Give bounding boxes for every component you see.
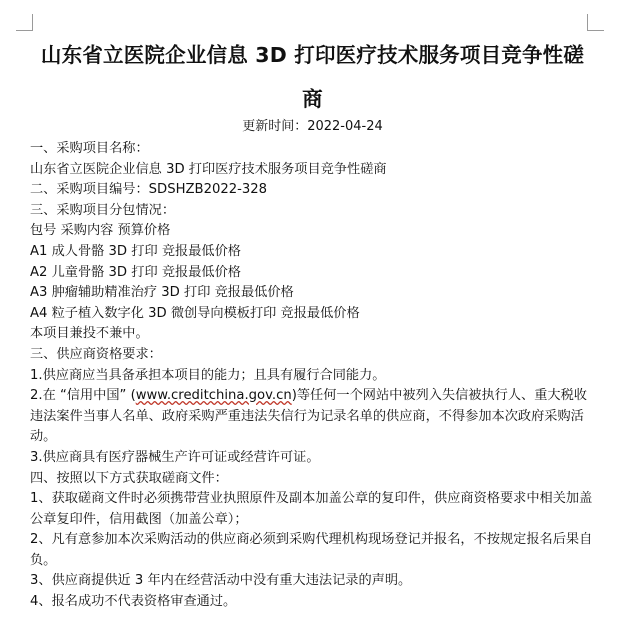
requirement-text: 2.在 “信用中国” ( (30, 388, 136, 404)
credit-china-link[interactable]: www.creditchina.gov.cn (135, 388, 292, 404)
section-heading: 三、供应商资格要求： (30, 346, 162, 362)
lot-row: A3 肿瘤辅助精准治疗 3D 打印 竞报最低价格 (30, 285, 294, 301)
lot-table-header: 包号 采购内容 预算价格 (30, 223, 171, 239)
procedure-item: 2、凡有意参加本次采购活动的供应商必须到采购代理机构现场登记并报名，不按规定报名后果自负。 (30, 532, 593, 568)
project-name: 山东省立医院企业信息 3D 打印医疗技术服务项目竞争性磋商 (30, 161, 387, 177)
page-corner-mark-right (587, 14, 604, 31)
document-title-continued: 商 (302, 87, 323, 111)
lot-row: A2 儿童骨骼 3D 打印 竞报最低价格 (30, 264, 241, 280)
procedure-item: 3、供应商提供近 3 年内在经营活动中没有重大违法记录的声明。 (30, 573, 412, 589)
section-heading: 四、按照以下方式获取磋商文件： (30, 470, 228, 486)
procedure-item: 1、获取磋商文件时必须携带营业执照原件及副本加盖公章的复印件，供应商资格要求中相关加盖公章复印件，信用截图（加盖公章）； (30, 491, 593, 527)
page-corner-mark-left (16, 14, 33, 31)
requirement-item: 1.供应商应当具备承担本项目的能力；且具有履行合同能力。 (30, 367, 386, 383)
bid-note: 本项目兼投不兼中。 (30, 326, 149, 342)
section-heading: 二、采购项目编号：SDSHZB2022-328 (30, 182, 268, 198)
lot-row: A4 粒子植入数字化 3D 微创导向模板打印 竞报最低价格 (30, 305, 360, 321)
requirement-item: 3.供应商具有医疗器械生产许可证或经营许可证。 (30, 449, 320, 465)
requirement-item-credit (30, 386, 598, 448)
lot-row: A1 成人骨骼 3D 打印 竞报最低价格 (30, 243, 241, 259)
update-time: 更新时间：2022-04-24 (242, 119, 383, 134)
document-body (30, 139, 598, 613)
requirement-text: )等任何一个网站中被列入失信被执行人、重大税收违法案件当事人名单、政府采购严重违法失信行为记录名单的供应商，不得参加本次政府采购活动。 (30, 388, 587, 445)
section-heading: 一、采购项目名称： (30, 141, 149, 156)
section-heading: 三、采购项目分包情况： (30, 202, 176, 218)
procedure-item: 4、报名成功不代表资格审查通过。 (30, 594, 237, 610)
document-title: 山东省立医院企业信息 3D 打印医疗技术服务项目竞争性磋 (40, 43, 585, 67)
